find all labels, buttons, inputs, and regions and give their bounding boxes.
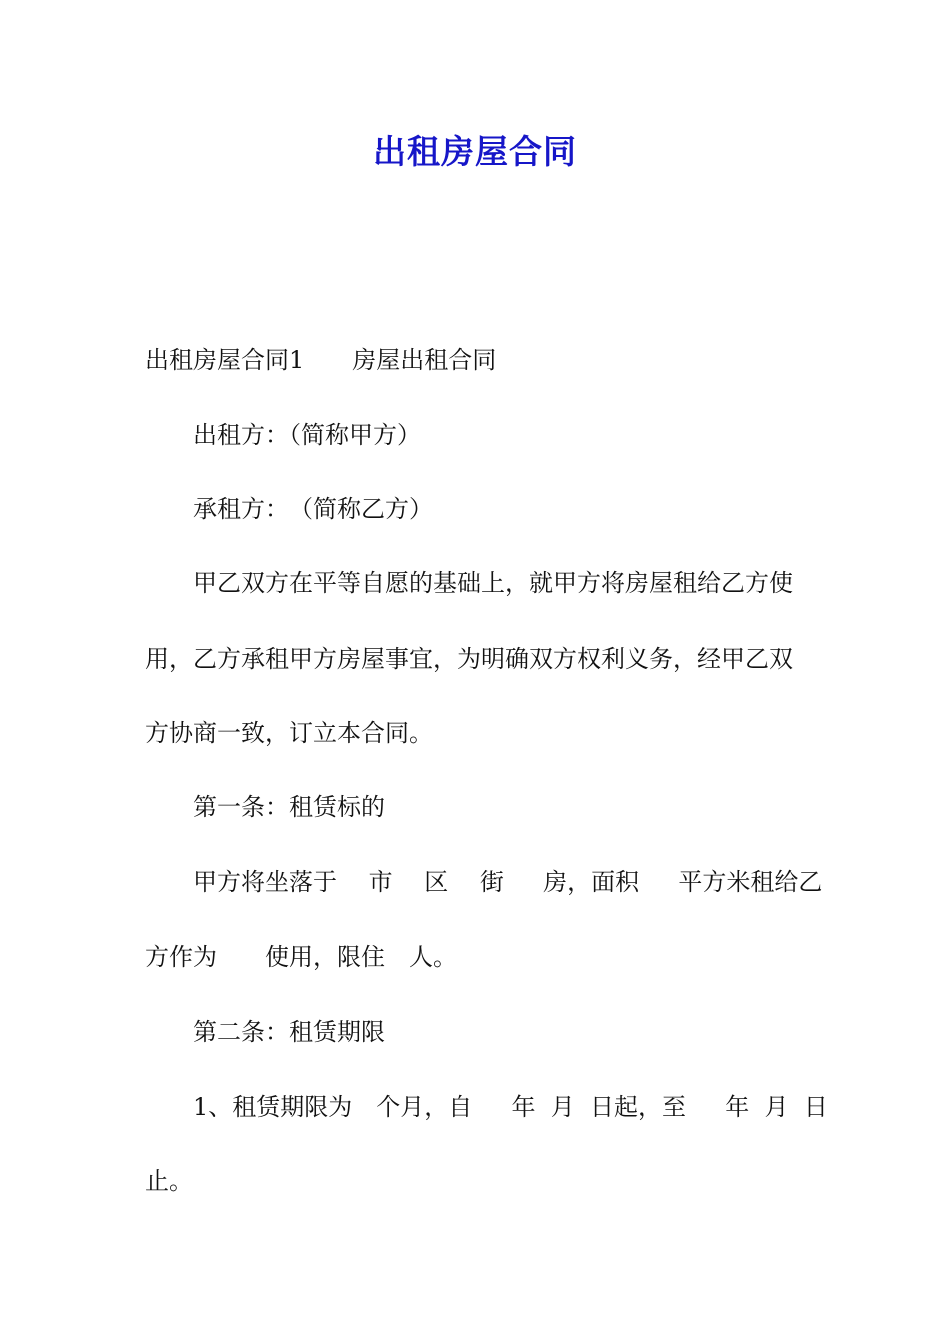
- lessee-line: 承租方： （简称乙方）: [193, 495, 433, 523]
- paragraph-line: 方协商一致，订立本合同。: [145, 719, 433, 747]
- lessor-line: 出租方：（简称甲方）: [193, 421, 421, 449]
- heading-line: 出租房屋合同1 房屋出租合同: [145, 346, 497, 374]
- paragraph-line: 方作为 使用，限住 人。: [145, 943, 457, 971]
- paragraph-line: 用，乙方承租甲方房屋事宜，为明确双方权利义务，经甲乙双: [145, 645, 793, 673]
- article-heading: 第一条：租赁标的: [193, 793, 385, 821]
- paragraph-line: 甲方将坐落于 市 区 街 房，面积 平方米租给乙: [193, 868, 823, 896]
- article-heading: 第二条：租赁期限: [193, 1018, 385, 1046]
- paragraph-line: 1、租赁期限为 个月，自 年 月 日起，至 年 月 日: [193, 1093, 828, 1121]
- document-title: 出租房屋合同: [373, 132, 577, 171]
- paragraph-line: 止。: [145, 1167, 193, 1195]
- paragraph-line: 甲乙双方在平等自愿的基础上，就甲方将房屋租给乙方使: [193, 569, 793, 597]
